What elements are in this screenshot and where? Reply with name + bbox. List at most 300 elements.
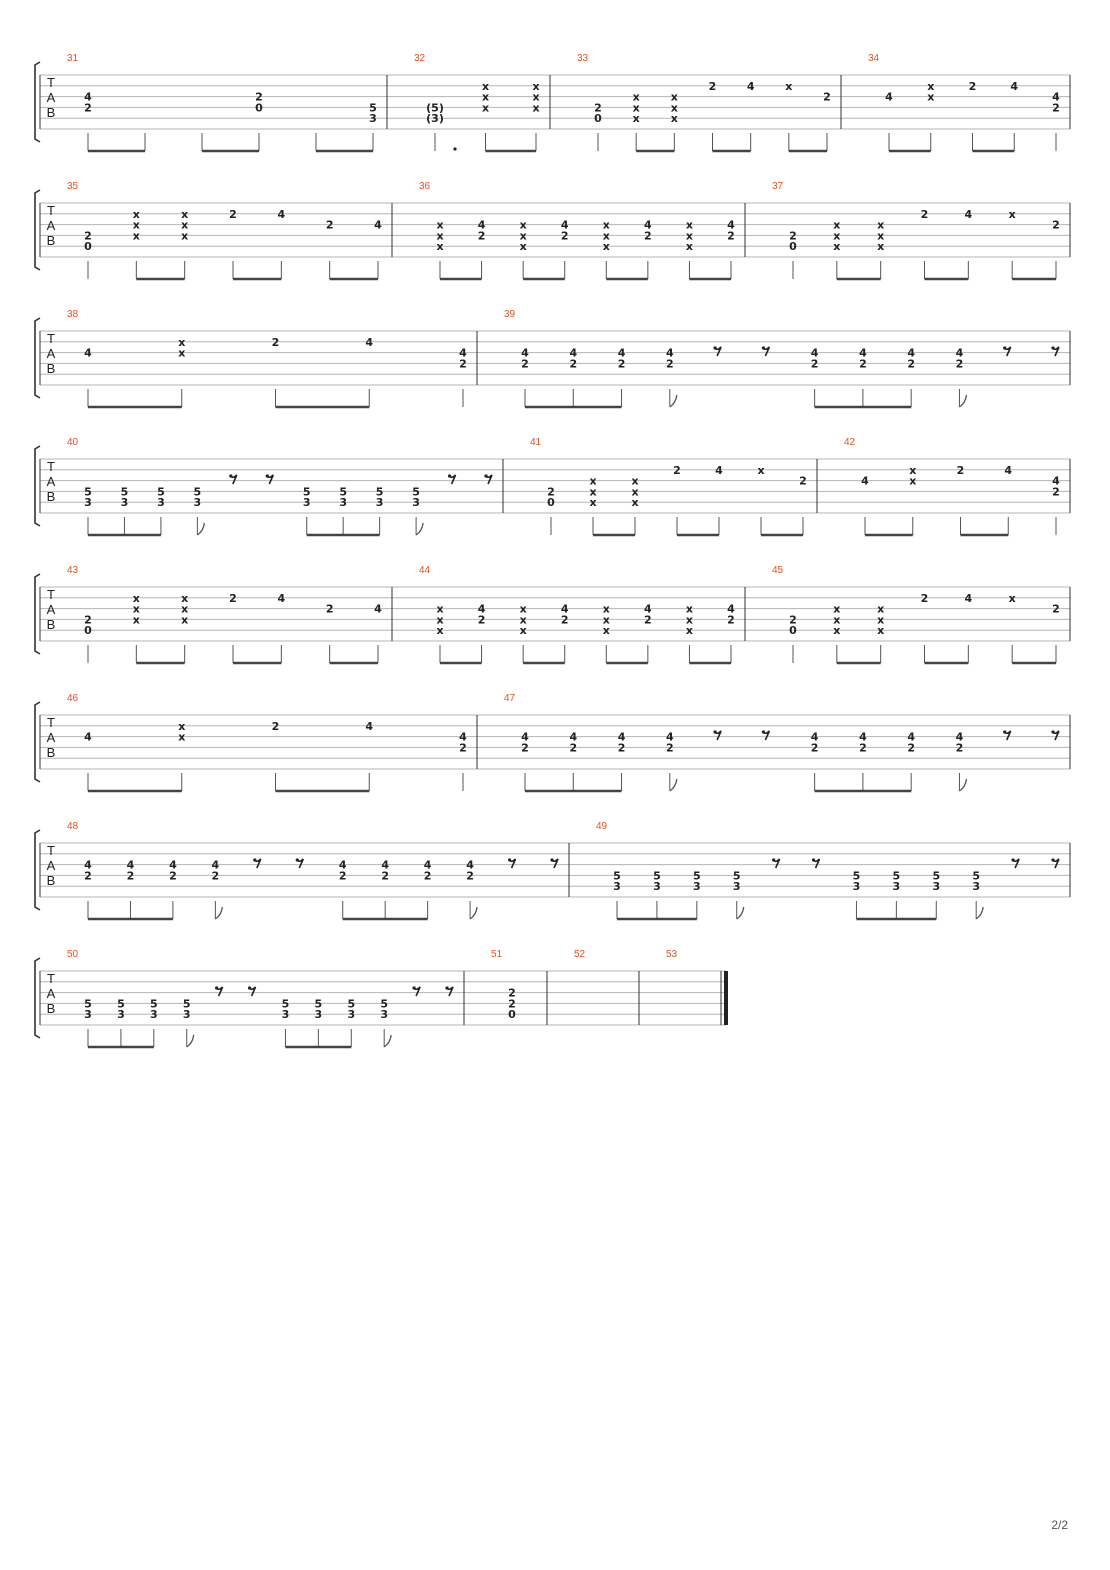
fret-number: x — [519, 624, 527, 638]
fret-number: 3 — [692, 880, 701, 894]
fret-number: 2 — [271, 719, 280, 733]
fret-number: 2 — [727, 229, 735, 243]
fret-number: 4 — [459, 730, 467, 744]
fret-number: 4 — [560, 218, 569, 232]
fret-number: 2 — [84, 613, 92, 627]
rest-dot — [296, 858, 299, 861]
fret-number: 3 — [339, 496, 348, 510]
fret-number: 3 — [892, 880, 901, 894]
fret-number: 4 — [859, 346, 867, 360]
measure — [596, 821, 1059, 919]
rest-dot — [253, 858, 256, 861]
fret-number: 2 — [665, 741, 674, 755]
fret-number: x — [833, 613, 841, 627]
rest-dot — [215, 986, 218, 989]
measure — [530, 437, 807, 535]
fret-number: x — [877, 613, 885, 627]
fret-number: x — [532, 90, 540, 104]
fret-number: 2 — [508, 997, 516, 1011]
tab-clef-letter: A — [46, 986, 56, 1001]
fret-number: 3 — [412, 496, 420, 510]
fret-number: 5 — [380, 997, 389, 1011]
fret-number: 5 — [314, 997, 323, 1011]
tab-clef-letter: B — [46, 105, 56, 120]
fret-number: x — [632, 101, 640, 115]
fret-number: 2 — [211, 869, 220, 883]
system-bracket — [35, 958, 40, 1038]
fret-number: 3 — [653, 880, 661, 894]
fret-number: 2 — [955, 741, 964, 755]
measure — [414, 53, 540, 151]
tab-clef-letter: A — [46, 90, 56, 105]
measure-number: 37 — [772, 181, 784, 192]
fret-number: x — [670, 90, 678, 104]
measure — [574, 949, 586, 960]
fret-number: 5 — [117, 997, 125, 1011]
tab-system — [35, 309, 1070, 407]
fret-number: 2 — [84, 101, 92, 115]
fret-number: 5 — [972, 869, 981, 883]
fret-number: x — [927, 90, 935, 104]
fret-number: 2 — [673, 463, 681, 477]
fret-number: 3 — [972, 880, 981, 894]
flag-icon — [670, 779, 677, 791]
fret-number: 4 — [459, 346, 467, 360]
fret-number: x — [1008, 591, 1016, 605]
measure — [67, 53, 377, 151]
fret-number: 2 — [325, 602, 334, 616]
measure-number: 36 — [419, 181, 431, 192]
fret-number: x — [436, 240, 444, 254]
measure-number: 39 — [504, 309, 516, 320]
fret-number: x — [909, 474, 917, 488]
tab-clef-letter: T — [47, 331, 55, 346]
fret-number: 5 — [149, 997, 158, 1011]
fret-number: 4 — [211, 858, 220, 872]
measure-number: 48 — [67, 821, 79, 832]
fret-number: 2 — [126, 869, 135, 883]
tab-clef-letter: B — [46, 873, 56, 888]
fret-number: x — [685, 624, 693, 638]
tab-clef-letter: B — [46, 1001, 56, 1016]
measure-number: 32 — [414, 53, 426, 64]
fret-number: 4 — [617, 730, 626, 744]
measure-number: 41 — [530, 437, 542, 448]
fret-number: 2 — [665, 357, 674, 371]
fret-number: 3 — [84, 1008, 92, 1022]
fret-number: 5 — [157, 485, 165, 499]
fret-number: x — [877, 240, 885, 254]
fret-number: 5 — [120, 485, 129, 499]
fret-number: 4 — [644, 602, 652, 616]
flag-icon — [187, 1035, 194, 1047]
fret-number: x — [181, 591, 189, 605]
measure-number: 34 — [868, 53, 880, 64]
measure-number: 47 — [504, 693, 516, 704]
measure-number: 42 — [844, 437, 856, 448]
fret-number: 2 — [229, 591, 237, 605]
fret-number: 2 — [381, 869, 390, 883]
tab-clef-letter: B — [46, 617, 56, 632]
fret-number: x — [532, 101, 540, 115]
fret-number: (5) — [426, 101, 444, 115]
measure-number: 51 — [491, 949, 503, 960]
fret-number: x — [685, 218, 693, 232]
fret-number: 2 — [617, 357, 626, 371]
fret-number: 5 — [375, 485, 384, 499]
fret-number: x — [532, 79, 540, 93]
rest-dot — [812, 858, 815, 861]
fret-number: x — [1008, 207, 1016, 221]
tab-system — [35, 693, 1070, 791]
fret-number: x — [589, 485, 597, 499]
fret-number: 0 — [789, 624, 797, 638]
fret-number: 3 — [613, 880, 621, 894]
fret-number: 5 — [613, 869, 621, 883]
fret-number: x — [178, 335, 186, 349]
fret-number: x — [685, 613, 693, 627]
fret-number: 2 — [477, 229, 486, 243]
fret-number: 4 — [365, 335, 374, 349]
rest-dot — [248, 986, 251, 989]
tab-clef-letter: A — [46, 730, 56, 745]
fret-number: 2 — [569, 741, 578, 755]
measure — [67, 181, 382, 279]
fret-number: 2 — [325, 218, 334, 232]
tab-clef-letter: B — [46, 489, 56, 504]
fret-number: 5 — [852, 869, 861, 883]
fret-number: x — [927, 79, 935, 93]
system-bracket — [35, 318, 40, 398]
fret-number: 2 — [466, 869, 474, 883]
fret-number: 2 — [459, 741, 467, 755]
fret-number: 3 — [932, 880, 941, 894]
fret-number: 4 — [1010, 79, 1019, 93]
fret-number: x — [785, 79, 793, 93]
fret-number: x — [670, 112, 678, 126]
fret-number: 4 — [126, 858, 135, 872]
fret-number: 3 — [314, 1008, 323, 1022]
fret-number: x — [877, 229, 885, 243]
fret-number: x — [436, 602, 444, 616]
tab-clef-letter: B — [46, 745, 56, 760]
tab-clef-letter: A — [46, 858, 56, 873]
fret-number: 4 — [277, 591, 286, 605]
fret-number: 5 — [347, 997, 356, 1011]
flag-icon — [215, 907, 222, 919]
measure-number: 35 — [67, 181, 79, 192]
fret-number: 5 — [732, 869, 741, 883]
fret-number: 4 — [665, 346, 674, 360]
fret-number: 5 — [281, 997, 290, 1011]
fret-number: 4 — [477, 218, 486, 232]
flag-icon — [959, 779, 966, 791]
fret-number: x — [631, 485, 639, 499]
fret-number: 2 — [271, 335, 280, 349]
fret-number: 3 — [193, 496, 202, 510]
fret-number: 2 — [459, 357, 467, 371]
fret-number: 4 — [885, 90, 893, 104]
measure-number: 43 — [67, 565, 79, 576]
fret-number: 4 — [84, 730, 92, 744]
fret-number: 0 — [594, 112, 602, 126]
measure-number: 46 — [67, 693, 79, 704]
rest-dot — [1003, 730, 1006, 733]
fret-number: 2 — [823, 90, 831, 104]
tab-system — [35, 821, 1070, 919]
fret-number: x — [632, 112, 640, 126]
fret-number: 0 — [84, 624, 92, 638]
tab-clef-letter: T — [47, 75, 55, 90]
fret-number: 4 — [423, 858, 432, 872]
fret-number: 4 — [964, 591, 973, 605]
fret-number: 4 — [365, 719, 374, 733]
fret-number: 2 — [617, 741, 626, 755]
measure — [67, 565, 382, 663]
flag-icon — [737, 907, 744, 919]
fret-number: 3 — [302, 496, 311, 510]
tab-system — [35, 181, 1070, 279]
rest-dot — [445, 986, 448, 989]
rest-dot — [762, 346, 765, 349]
fret-number: 2 — [477, 613, 486, 627]
system-bracket — [35, 446, 40, 526]
fret-number: x — [132, 207, 140, 221]
fret-number: 4 — [964, 207, 973, 221]
measure — [67, 693, 467, 791]
page-number: 2/2 — [1051, 1518, 1068, 1532]
fret-number: 5 — [84, 485, 92, 499]
fret-number: 4 — [907, 346, 916, 360]
fret-number: 2 — [708, 79, 717, 93]
fret-number: 5 — [302, 485, 311, 499]
fret-number: 2 — [423, 869, 432, 883]
fret-number: 2 — [727, 613, 735, 627]
fret-number: x — [631, 496, 639, 510]
fret-number: 3 — [281, 1008, 290, 1022]
system-bracket — [35, 62, 40, 142]
fret-number: 4 — [955, 730, 964, 744]
measure — [67, 437, 492, 535]
fret-number: 5 — [932, 869, 941, 883]
flag-icon — [470, 907, 477, 919]
fret-number: 4 — [84, 90, 92, 104]
fret-number: 4 — [859, 730, 867, 744]
tab-clef-letter: B — [46, 233, 56, 248]
rest-dot — [448, 474, 451, 477]
fret-number: 3 — [120, 496, 129, 510]
measure — [67, 949, 453, 1047]
measure — [419, 565, 735, 663]
fret-number: 4 — [617, 346, 626, 360]
fret-number: 0 — [255, 101, 263, 115]
fret-number: 4 — [569, 730, 578, 744]
measure-number: 38 — [67, 309, 79, 320]
fret-number: 2 — [560, 229, 569, 243]
fret-number: 4 — [746, 79, 755, 93]
fret-number: x — [833, 602, 841, 616]
fret-number: 2 — [521, 357, 529, 371]
tab-clef-letter: A — [46, 346, 56, 361]
rest-dot — [1051, 858, 1054, 861]
fret-number: 2 — [594, 101, 602, 115]
fret-number: x — [589, 496, 597, 510]
measure-number: 45 — [772, 565, 784, 576]
fret-number: 2 — [644, 613, 652, 627]
rest-dot — [762, 730, 765, 733]
tab-system — [35, 565, 1070, 663]
fret-number: x — [909, 463, 917, 477]
rest-dot — [508, 858, 511, 861]
fret-number: 4 — [169, 858, 177, 872]
fret-number: x — [132, 229, 140, 243]
tab-clef-letter: T — [47, 715, 55, 730]
system-bracket — [35, 702, 40, 782]
fret-number: x — [181, 229, 189, 243]
fret-number: 2 — [1052, 218, 1060, 232]
fret-number: 0 — [789, 240, 797, 254]
dot-icon — [453, 147, 456, 150]
fret-number: 3 — [117, 1008, 125, 1022]
fret-number: 2 — [789, 229, 797, 243]
measure-number: 33 — [577, 53, 589, 64]
fret-number: 4 — [810, 730, 819, 744]
fret-number: 2 — [799, 474, 807, 488]
fret-number: x — [602, 240, 610, 254]
fret-number: x — [877, 218, 885, 232]
fret-number: 3 — [732, 880, 741, 894]
fret-number: 3 — [852, 880, 861, 894]
fret-number: 2 — [859, 741, 867, 755]
fret-number: x — [519, 613, 527, 627]
fret-number: 4 — [477, 602, 486, 616]
fret-number: x — [178, 730, 186, 744]
measure — [772, 565, 1060, 663]
fret-number: 2 — [569, 357, 578, 371]
measure-number: 49 — [596, 821, 608, 832]
rest-dot — [1003, 346, 1006, 349]
fret-number: x — [685, 602, 693, 616]
fret-number: x — [602, 229, 610, 243]
fret-number: x — [833, 218, 841, 232]
fret-number: 4 — [560, 602, 569, 616]
fret-number: 4 — [955, 346, 964, 360]
fret-number: x — [481, 90, 490, 104]
tab-clef-letter: T — [47, 587, 55, 602]
fret-number: x — [877, 602, 885, 616]
rest-dot — [713, 730, 716, 733]
fret-number: 4 — [1052, 90, 1060, 104]
rest-dot — [1051, 346, 1054, 349]
system-bracket — [35, 190, 40, 270]
fret-number: x — [757, 463, 765, 477]
fret-number: 4 — [374, 602, 382, 616]
fret-number: 5 — [182, 997, 191, 1011]
fret-number: x — [519, 602, 527, 616]
flag-icon — [384, 1035, 391, 1047]
fret-number: 2 — [1052, 485, 1060, 499]
fret-number: 4 — [374, 218, 382, 232]
fret-number: 2 — [956, 463, 965, 477]
fret-number: x — [670, 101, 678, 115]
fret-number: 3 — [149, 1008, 158, 1022]
rest-dot — [229, 474, 232, 477]
measure — [504, 693, 1059, 791]
fret-number: (3) — [426, 112, 444, 126]
fret-number: 4 — [727, 218, 735, 232]
fret-number: 2 — [338, 869, 347, 883]
fret-number: x — [436, 218, 444, 232]
rest-dot — [1051, 730, 1054, 733]
measure-number: 52 — [574, 949, 586, 960]
fret-number: x — [132, 218, 140, 232]
fret-number: x — [602, 613, 610, 627]
fret-number: x — [436, 229, 444, 243]
tab-clef-letter: T — [47, 459, 55, 474]
fret-number: 4 — [1052, 474, 1060, 488]
flag-icon — [670, 395, 677, 407]
rest-dot — [713, 346, 716, 349]
fret-number: 2 — [1052, 101, 1060, 115]
fret-number: 2 — [84, 869, 92, 883]
rest-dot — [484, 474, 487, 477]
tab-clef-letter: T — [47, 843, 55, 858]
fret-number: 4 — [569, 346, 578, 360]
fret-number: x — [481, 79, 490, 93]
tab-clef-letter: T — [47, 971, 55, 986]
fret-number: 2 — [521, 741, 529, 755]
measure-number: 31 — [67, 53, 79, 64]
fret-number: 2 — [789, 613, 797, 627]
fret-number: 5 — [412, 485, 420, 499]
measure — [772, 181, 1060, 279]
system-bracket — [35, 830, 40, 910]
fret-number: 3 — [157, 496, 165, 510]
fret-number: 0 — [547, 496, 555, 510]
fret-number: 5 — [653, 869, 661, 883]
fret-number: 2 — [907, 741, 916, 755]
fret-number: x — [132, 613, 140, 627]
fret-number: 2 — [229, 207, 237, 221]
system-bracket — [35, 574, 40, 654]
fret-number: x — [132, 591, 140, 605]
tab-clef-letter: A — [46, 218, 56, 233]
tab-system — [35, 949, 728, 1047]
fret-number: 3 — [182, 1008, 191, 1022]
fret-number: x — [602, 624, 610, 638]
measure — [844, 437, 1060, 535]
fret-number: 4 — [466, 858, 474, 872]
fret-number: 2 — [508, 986, 516, 1000]
fret-number: 2 — [968, 79, 977, 93]
fret-number: x — [178, 346, 186, 360]
fret-number: x — [181, 218, 189, 232]
final-barline — [724, 971, 728, 1025]
fret-number: 5 — [339, 485, 348, 499]
fret-number: x — [602, 602, 610, 616]
fret-number: 4 — [338, 858, 347, 872]
fret-number: 0 — [508, 1008, 516, 1022]
flag-icon — [416, 523, 423, 535]
measure-number: 40 — [67, 437, 79, 448]
fret-number: x — [436, 613, 444, 627]
rest-dot — [1011, 858, 1014, 861]
fret-number: x — [589, 474, 597, 488]
fret-number: 2 — [84, 229, 92, 243]
fret-number: 5 — [84, 997, 92, 1011]
fret-number: 4 — [1004, 463, 1013, 477]
fret-number: 4 — [381, 858, 390, 872]
